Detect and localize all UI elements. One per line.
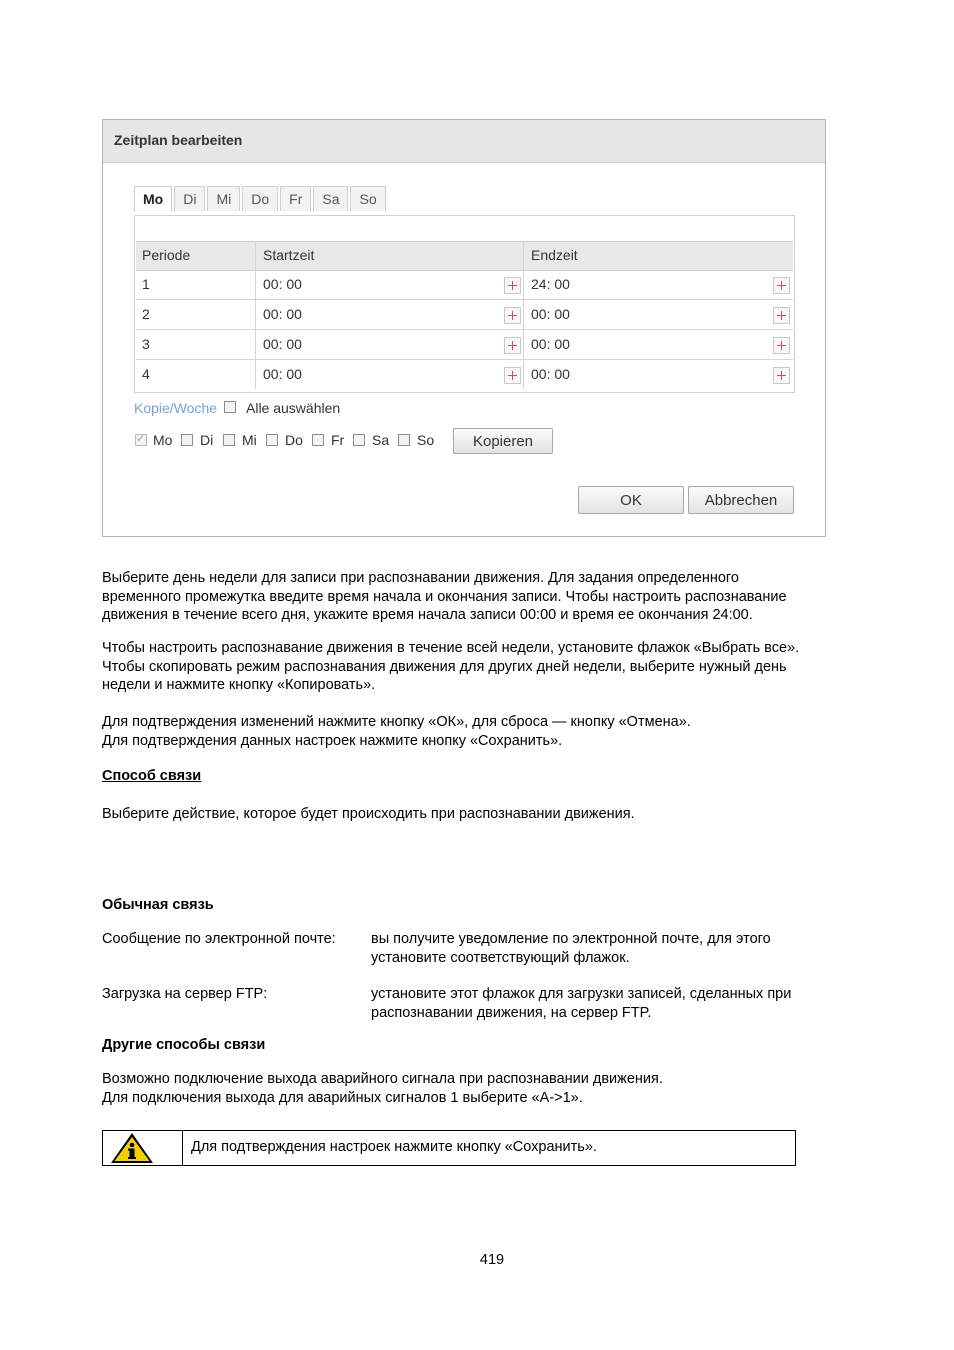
tab-sa[interactable]: Sa: [313, 186, 348, 211]
checkbox-label-di: Di: [200, 432, 214, 448]
row-2-end[interactable]: 00: 00: [531, 306, 570, 322]
tab-mo[interactable]: Mo: [134, 186, 172, 212]
checkbox-label-sa: Sa: [372, 432, 390, 448]
text-line: временного промежутка введите время начала и окончания записи. Чтобы настроить распознавание: [102, 588, 787, 605]
row-3-start[interactable]: 00: 00: [263, 336, 302, 352]
other-link-heading: Другие способы связи: [102, 1037, 266, 1053]
clock-icon[interactable]: [504, 277, 521, 294]
paragraph-action: Выберите действие, которое будет происходить при распознавании движения.: [102, 806, 635, 822]
header-start: Startzeit: [263, 247, 315, 263]
row-divider: [136, 359, 793, 360]
tab-fr[interactable]: Fr: [280, 186, 311, 211]
clock-icon[interactable]: [504, 337, 521, 354]
column-divider: [523, 241, 524, 389]
ok-button[interactable]: OK: [578, 486, 684, 514]
checkbox-fr[interactable]: [312, 434, 324, 446]
select-all-label: Alle auswählen: [246, 400, 341, 416]
text-line: Выберите день недели для записи при распознавании движения. Для задания определенного: [102, 570, 739, 586]
dialog-header: [103, 120, 825, 163]
def-term-ftp: Загрузка на сервер FTP:: [102, 986, 268, 1002]
text-line: Чтобы скопировать режим распознавания движения для других дней недели, выберите нужный день: [102, 658, 787, 675]
text-line: Для подтверждения данных настроек нажмите кнопку «Сохранить».: [102, 732, 563, 749]
tab-do[interactable]: Do: [242, 186, 278, 211]
checkbox-di[interactable]: [181, 434, 193, 446]
section-heading: Способ связи: [102, 768, 202, 784]
row-1-period: 1: [142, 276, 150, 292]
cancel-button[interactable]: Abbrechen: [688, 486, 794, 514]
text-line: установите этот флажок для загрузки записей, сделанных при: [371, 986, 792, 1002]
select-all-checkbox[interactable]: [224, 401, 236, 413]
text-line: недели и нажмите кнопку «Копировать».: [102, 677, 376, 693]
checkbox-label-so: So: [417, 432, 435, 448]
normal-link-heading: Обычная связь: [102, 897, 214, 913]
checkbox-label-do: Do: [285, 432, 303, 448]
schedule-table-header: [136, 241, 793, 271]
text-line: Для подтверждения изменений нажмите кнопку «ОК», для сброса — кнопку «Отмена».: [102, 714, 691, 730]
row-3-period: 3: [142, 336, 150, 352]
row-divider: [136, 329, 793, 330]
copy-week-link[interactable]: Kopie/Woche: [134, 400, 218, 416]
def-desc-ftp: [371, 985, 891, 1022]
checkbox-mi[interactable]: [223, 434, 235, 446]
text-line: движения в течение всего дня, укажите время начала записи 00:00 и время ее окончания 24:00.: [102, 607, 753, 623]
row-1-start[interactable]: 00: 00: [263, 276, 302, 292]
page-number: 419: [479, 1252, 505, 1268]
notice-text: Для подтверждения настроек нажмите кнопку «Сохранить».: [191, 1139, 597, 1155]
checkbox-label-mo: Mo: [153, 432, 173, 448]
checkbox-do[interactable]: [266, 434, 278, 446]
row-3-end[interactable]: 00: 00: [531, 336, 570, 352]
paragraph-alarm: [102, 1070, 892, 1107]
text-line: установите соответствующий флажок.: [371, 949, 630, 966]
row-4-end[interactable]: 00: 00: [531, 366, 570, 382]
tab-so[interactable]: So: [350, 186, 385, 211]
clock-icon[interactable]: [773, 367, 790, 384]
def-term-email: Сообщение по электронной почте:: [102, 931, 336, 947]
text-line: Для подключения выхода для аварийных сигналов 1 выберите «A->1».: [102, 1089, 583, 1106]
copy-button[interactable]: Kopieren: [453, 428, 553, 454]
notice-box: [102, 1130, 796, 1166]
column-divider: [255, 241, 256, 389]
checkbox-sa[interactable]: [353, 434, 365, 446]
row-divider: [136, 299, 793, 300]
paragraph-confirm: [102, 713, 892, 750]
row-4-start[interactable]: 00: 00: [263, 366, 302, 382]
checkbox-label-fr: Fr: [331, 432, 345, 448]
row-1-end[interactable]: 24: 00: [531, 276, 570, 292]
text-line: распознавании движения, на сервер FTP.: [371, 1004, 652, 1021]
clock-icon[interactable]: [773, 337, 790, 354]
text-line: Чтобы настроить распознавание движения в течение всей недели, установите флажок «Выбрать все».: [102, 640, 800, 656]
header-period: Periode: [142, 247, 191, 263]
row-2-period: 2: [142, 306, 150, 322]
checkbox-so[interactable]: [398, 434, 410, 446]
notice-divider: [182, 1131, 183, 1165]
tab-di[interactable]: Di: [174, 186, 205, 211]
text-line: Возможно подключение выхода аварийного сигнала при распознавании движения.: [102, 1071, 663, 1087]
day-tabs: [134, 186, 388, 212]
paragraph-intro: [102, 569, 892, 625]
def-desc-email: [371, 930, 891, 967]
checkbox-label-mi: Mi: [242, 432, 257, 448]
warning-info-icon: [110, 1132, 154, 1164]
schedule-dialog: [102, 119, 826, 537]
row-2-start[interactable]: 00: 00: [263, 306, 302, 322]
clock-icon[interactable]: [773, 307, 790, 324]
header-end: Endzeit: [531, 247, 578, 263]
row-4-period: 4: [142, 366, 150, 382]
tab-mi[interactable]: Mi: [207, 186, 240, 211]
paragraph-week: [102, 639, 892, 695]
clock-icon[interactable]: [504, 307, 521, 324]
checkbox-mo[interactable]: [135, 434, 147, 446]
text-line: вы получите уведомление по электронной почте, для этого: [371, 931, 771, 947]
clock-icon[interactable]: [773, 277, 790, 294]
clock-icon[interactable]: [504, 367, 521, 384]
dialog-title: Zeitplan bearbeiten: [114, 132, 243, 148]
